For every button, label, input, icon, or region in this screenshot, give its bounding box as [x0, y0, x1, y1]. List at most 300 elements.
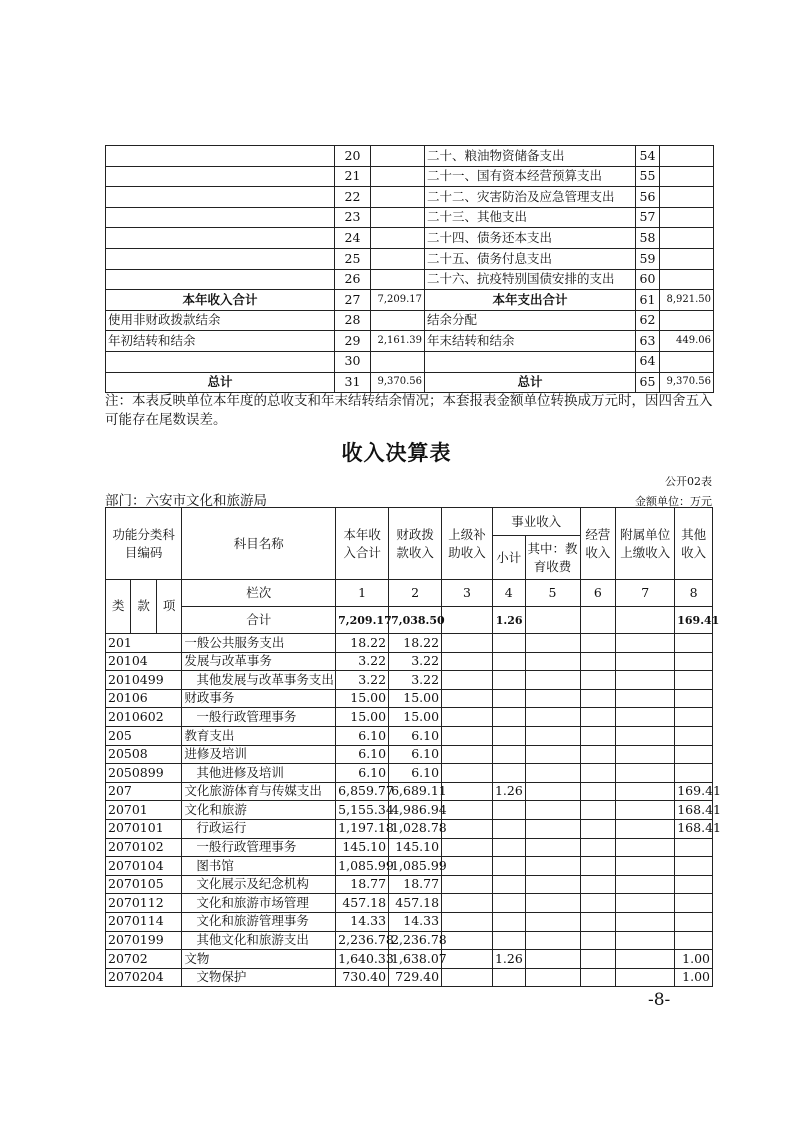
other-cell	[675, 671, 713, 690]
superior-cell	[442, 968, 493, 987]
income-line-number: 20	[335, 146, 371, 167]
subject-name: 一般公共服务支出	[182, 634, 336, 653]
fiscal-cell: 6.10	[389, 726, 442, 745]
total-income-cell: 6.10	[336, 726, 389, 745]
education-cell	[525, 652, 580, 671]
education-cell	[525, 764, 580, 783]
total-income-cell: 14.33	[336, 912, 389, 931]
income-line-number: 29	[335, 331, 371, 352]
total-income-cell: 1,640.33	[336, 950, 389, 969]
income-amount	[371, 187, 425, 208]
summary-row	[106, 207, 714, 228]
education-cell	[525, 894, 580, 913]
superior-cell	[442, 764, 493, 783]
amount-unit: 金额单位：万元	[635, 495, 712, 508]
total-income-cell: 15.00	[336, 689, 389, 708]
affiliated-cell	[616, 801, 675, 820]
subject-name: 文化和旅游市场管理	[182, 894, 336, 913]
subject-name: 一般行政管理事务	[182, 708, 336, 727]
income-line-number: 27	[335, 290, 371, 311]
income-amount: 7,209.17	[371, 290, 425, 311]
subject-code: 20104	[106, 652, 182, 671]
expense-amount	[660, 248, 714, 269]
subtotal-cell	[492, 726, 525, 745]
subject-name: 文化旅游体育与传媒支出	[182, 782, 336, 801]
fiscal-cell: 6.10	[389, 764, 442, 783]
subtotal-cell	[492, 875, 525, 894]
superior-cell	[442, 875, 493, 894]
expense-item-label: 二十二、灾害防治及应急管理支出	[425, 187, 636, 208]
table-row	[106, 838, 713, 857]
subject-code: 2070199	[106, 931, 182, 950]
subject-code: 2070114	[106, 912, 182, 931]
income-line-number: 23	[335, 207, 371, 228]
operating-cell	[580, 894, 616, 913]
expense-item-label: 总计	[425, 372, 636, 393]
subject-name: 文化和旅游	[182, 801, 336, 820]
affiliated-cell	[616, 782, 675, 801]
expense-item-label	[425, 351, 636, 372]
education-cell	[525, 671, 580, 690]
superior-cell	[442, 894, 493, 913]
superior-cell	[442, 652, 493, 671]
subject-name: 文物	[182, 950, 336, 969]
affiliated-cell	[616, 819, 675, 838]
superior-cell	[442, 634, 493, 653]
operating-cell	[580, 634, 616, 653]
subject-code: 20701	[106, 801, 182, 820]
education-cell	[525, 875, 580, 894]
fiscal-cell: 4,986.94	[389, 801, 442, 820]
affiliated-cell	[616, 689, 675, 708]
superior-cell	[442, 912, 493, 931]
total-row	[106, 607, 713, 634]
total-income-cell: 2,236.78	[336, 931, 389, 950]
table-row	[106, 782, 713, 801]
operating-cell	[580, 745, 616, 764]
operating-cell	[580, 671, 616, 690]
table-note: 注：本表反映单位本年度的总收支和年末结转结余情况；本套报表金额单位转换成万元时，因四舍五入可能存在尾数误差。	[105, 393, 713, 428]
header-fiscal: 财政拨款收入	[389, 508, 442, 580]
subject-name: 文化和旅游管理事务	[182, 912, 336, 931]
column-index: 2	[389, 580, 442, 607]
total-income-cell: 730.40	[336, 968, 389, 987]
education-cell	[525, 708, 580, 727]
header-func-code: 功能分类科目编码	[106, 508, 182, 580]
other-cell: 1.00	[675, 968, 713, 987]
fiscal-cell: 6,689.11	[389, 782, 442, 801]
expense-line-number: 63	[636, 331, 660, 352]
table-row	[106, 671, 713, 690]
operating-cell	[580, 764, 616, 783]
expense-line-number: 65	[636, 372, 660, 393]
total-income-cell: 6,859.77	[336, 782, 389, 801]
income-line-number: 21	[335, 166, 371, 187]
table-row	[106, 875, 713, 894]
column-index: 8	[675, 580, 713, 607]
superior-cell	[442, 782, 493, 801]
operating-cell	[580, 652, 616, 671]
form-code: 公开02表	[665, 475, 712, 488]
expense-amount	[660, 207, 714, 228]
subtotal-cell: 1.26	[492, 782, 525, 801]
superior-cell	[442, 708, 493, 727]
education-cell	[525, 745, 580, 764]
other-cell	[675, 764, 713, 783]
income-item-label	[106, 187, 335, 208]
total-superior-cell	[442, 607, 493, 634]
header-subject-name: 科目名称	[182, 508, 336, 580]
expense-line-number: 64	[636, 351, 660, 372]
expense-line-number: 60	[636, 269, 660, 290]
expense-item-label: 二十、粮油物资储备支出	[425, 146, 636, 167]
header-kuan: 款	[131, 580, 156, 634]
summary-row	[106, 331, 714, 352]
fiscal-cell: 1,638.07	[389, 950, 442, 969]
subject-name: 行政运行	[182, 819, 336, 838]
column-index: 6	[580, 580, 616, 607]
operating-cell	[580, 689, 616, 708]
subject-code: 20106	[106, 689, 182, 708]
expense-line-number: 54	[636, 146, 660, 167]
header-operating: 经营收入	[580, 508, 616, 580]
expense-amount: 449.06	[660, 331, 714, 352]
other-cell	[675, 726, 713, 745]
subject-name: 文化展示及纪念机构	[182, 875, 336, 894]
expense-line-number: 58	[636, 228, 660, 249]
expense-amount: 8,921.50	[660, 290, 714, 311]
education-cell	[525, 968, 580, 987]
table-row	[106, 950, 713, 969]
column-index: 7	[616, 580, 675, 607]
income-item-label: 本年收入合计	[106, 290, 335, 311]
other-cell	[675, 708, 713, 727]
superior-cell	[442, 689, 493, 708]
income-item-label	[106, 146, 335, 167]
other-cell	[675, 838, 713, 857]
education-cell	[525, 634, 580, 653]
subtotal-cell	[492, 671, 525, 690]
subtotal-cell	[492, 894, 525, 913]
expense-item-label: 二十六、抗疫特别国债安排的支出	[425, 269, 636, 290]
superior-cell	[442, 857, 493, 876]
fiscal-cell: 729.40	[389, 968, 442, 987]
expense-line-number: 62	[636, 310, 660, 331]
subject-code: 2010499	[106, 671, 182, 690]
summary-row	[106, 372, 714, 393]
subject-code: 2050899	[106, 764, 182, 783]
income-line-number: 26	[335, 269, 371, 290]
total-income-cell: 145.10	[336, 838, 389, 857]
table-row	[106, 819, 713, 838]
expense-amount	[660, 269, 714, 290]
income-amount	[371, 207, 425, 228]
education-cell	[525, 950, 580, 969]
column-index: 5	[525, 580, 580, 607]
subject-code: 2010602	[106, 708, 182, 727]
header-business: 事业收入	[492, 508, 580, 536]
subject-name: 教育支出	[182, 726, 336, 745]
table-row	[106, 894, 713, 913]
superior-cell	[442, 671, 493, 690]
fiscal-cell: 15.00	[389, 689, 442, 708]
affiliated-cell	[616, 838, 675, 857]
table-row	[106, 726, 713, 745]
income-table-body	[106, 508, 721, 987]
income-line-number: 31	[335, 372, 371, 393]
fiscal-cell: 18.22	[389, 634, 442, 653]
header-affiliated: 附属单位上缴收入	[616, 508, 675, 580]
expense-amount: 9,370.56	[660, 372, 714, 393]
superior-cell	[442, 801, 493, 820]
expense-item-label: 本年支出合计	[425, 290, 636, 311]
table-row	[106, 634, 713, 653]
affiliated-cell	[616, 745, 675, 764]
affiliated-cell	[616, 931, 675, 950]
affiliated-cell	[616, 875, 675, 894]
income-amount	[371, 166, 425, 187]
summary-table	[105, 145, 714, 393]
total-income-cell: 1,197.18	[336, 819, 389, 838]
fiscal-cell: 145.10	[389, 838, 442, 857]
header-xiang: 项	[156, 580, 181, 634]
affiliated-cell	[616, 968, 675, 987]
subject-code: 205	[106, 726, 182, 745]
other-cell	[675, 894, 713, 913]
other-cell: 169.41	[675, 782, 713, 801]
subtotal-cell	[492, 745, 525, 764]
income-item-label	[106, 166, 335, 187]
total-subtotal-cell: 1.26	[492, 607, 525, 634]
income-amount	[371, 351, 425, 372]
education-cell	[525, 912, 580, 931]
income-item-label: 年初结转和结余	[106, 331, 335, 352]
fiscal-cell: 1,028.78	[389, 819, 442, 838]
subtotal-cell	[492, 968, 525, 987]
income-amount: 2,161.39	[371, 331, 425, 352]
operating-cell	[580, 931, 616, 950]
expense-line-number: 57	[636, 207, 660, 228]
summary-row	[106, 351, 714, 372]
income-item-label	[106, 207, 335, 228]
subtotal-cell	[492, 708, 525, 727]
affiliated-cell	[616, 708, 675, 727]
operating-cell	[580, 708, 616, 727]
subject-name: 进修及培训	[182, 745, 336, 764]
table-row	[106, 968, 713, 987]
total-operating-cell	[580, 607, 616, 634]
income-line-number: 24	[335, 228, 371, 249]
table-row	[106, 764, 713, 783]
expense-amount	[660, 351, 714, 372]
subject-name: 一般行政管理事务	[182, 838, 336, 857]
operating-cell	[580, 857, 616, 876]
operating-cell	[580, 968, 616, 987]
education-cell	[525, 782, 580, 801]
subject-code: 20702	[106, 950, 182, 969]
superior-cell	[442, 950, 493, 969]
operating-cell	[580, 782, 616, 801]
column-index: 4	[492, 580, 525, 607]
subject-name: 其他发展与改革事务支出	[182, 671, 336, 690]
subject-code: 2070102	[106, 838, 182, 857]
subtotal-cell	[492, 931, 525, 950]
total-fiscal-cell: 7,038.50	[389, 607, 442, 634]
column-index: 3	[442, 580, 493, 607]
expense-amount	[660, 310, 714, 331]
affiliated-cell	[616, 764, 675, 783]
expense-item-label: 二十三、其他支出	[425, 207, 636, 228]
education-cell	[525, 931, 580, 950]
expense-item-label: 结余分配	[425, 310, 636, 331]
summary-table-body	[106, 146, 714, 393]
header-row-1	[106, 508, 713, 536]
total-income-cell: 3.22	[336, 652, 389, 671]
column-index-row	[106, 580, 713, 607]
income-item-label	[106, 248, 335, 269]
column-index-label: 栏次	[182, 580, 336, 607]
affiliated-cell	[616, 857, 675, 876]
table-row	[106, 801, 713, 820]
total-income-cell: 15.00	[336, 708, 389, 727]
subtotal-cell	[492, 857, 525, 876]
affiliated-cell	[616, 671, 675, 690]
subject-code: 207	[106, 782, 182, 801]
operating-cell	[580, 912, 616, 931]
income-item-label	[106, 351, 335, 372]
total-income-cell: 18.77	[336, 875, 389, 894]
total-affiliated-cell	[616, 607, 675, 634]
subtotal-cell	[492, 764, 525, 783]
subject-name: 其他文化和旅游支出	[182, 931, 336, 950]
income-line-number: 30	[335, 351, 371, 372]
fiscal-cell: 3.22	[389, 652, 442, 671]
fiscal-cell: 18.77	[389, 875, 442, 894]
summary-row	[106, 248, 714, 269]
expense-item-label: 年末结转和结余	[425, 331, 636, 352]
subject-code: 2070112	[106, 894, 182, 913]
table-row	[106, 931, 713, 950]
education-cell	[525, 838, 580, 857]
fiscal-cell: 3.22	[389, 671, 442, 690]
affiliated-cell	[616, 950, 675, 969]
other-cell	[675, 652, 713, 671]
operating-cell	[580, 726, 616, 745]
operating-cell	[580, 819, 616, 838]
subtotal-cell	[492, 819, 525, 838]
subtotal-cell	[492, 689, 525, 708]
other-cell	[675, 931, 713, 950]
other-cell: 1.00	[675, 950, 713, 969]
expense-line-number: 59	[636, 248, 660, 269]
total-income-cell: 1,085.99	[336, 857, 389, 876]
other-cell	[675, 875, 713, 894]
header-subtotal: 小计	[492, 536, 525, 580]
expense-item-label: 二十一、国有资本经营预算支出	[425, 166, 636, 187]
expense-item-label: 二十五、债务付息支出	[425, 248, 636, 269]
total-education-cell	[525, 607, 580, 634]
expense-item-label: 二十四、债务还本支出	[425, 228, 636, 249]
other-cell: 168.41	[675, 801, 713, 820]
education-cell	[525, 819, 580, 838]
header-superior: 上级补助收入	[442, 508, 493, 580]
subject-code: 20508	[106, 745, 182, 764]
summary-row	[106, 187, 714, 208]
education-cell	[525, 689, 580, 708]
other-cell	[675, 745, 713, 764]
superior-cell	[442, 838, 493, 857]
summary-row	[106, 228, 714, 249]
page-number: -8-	[648, 990, 671, 1010]
total-income-cell: 5,155.34	[336, 801, 389, 820]
expense-line-number: 56	[636, 187, 660, 208]
subject-name: 其他进修及培训	[182, 764, 336, 783]
expense-amount	[660, 228, 714, 249]
income-amount: 9,370.56	[371, 372, 425, 393]
affiliated-cell	[616, 894, 675, 913]
income-amount	[371, 269, 425, 290]
page-title: 收入决算表	[341, 441, 452, 465]
income-item-label	[106, 228, 335, 249]
superior-cell	[442, 726, 493, 745]
subject-code: 2070204	[106, 968, 182, 987]
operating-cell	[580, 875, 616, 894]
income-amount	[371, 146, 425, 167]
superior-cell	[442, 745, 493, 764]
total-income-cell: 457.18	[336, 894, 389, 913]
expense-amount	[660, 166, 714, 187]
subject-name: 财政事务	[182, 689, 336, 708]
summary-row	[106, 310, 714, 331]
total-income-cell: 3.22	[336, 671, 389, 690]
subject-name: 图书馆	[182, 857, 336, 876]
subtotal-cell	[492, 838, 525, 857]
income-amount	[371, 228, 425, 249]
operating-cell	[580, 950, 616, 969]
income-line-number: 22	[335, 187, 371, 208]
affiliated-cell	[616, 726, 675, 745]
income-item-label	[106, 269, 335, 290]
other-cell	[675, 857, 713, 876]
fiscal-cell: 457.18	[389, 894, 442, 913]
summary-row	[106, 269, 714, 290]
income-amount	[371, 248, 425, 269]
fiscal-cell: 6.10	[389, 745, 442, 764]
other-cell	[675, 689, 713, 708]
table-row	[106, 745, 713, 764]
income-item-label: 使用非财政拨款结余	[106, 310, 335, 331]
subject-name: 发展与改革事务	[182, 652, 336, 671]
fiscal-cell: 1,085.99	[389, 857, 442, 876]
summary-row	[106, 166, 714, 187]
expense-line-number: 55	[636, 166, 660, 187]
header-lei: 类	[106, 580, 131, 634]
department-label: 部门：六安市文化和旅游局	[105, 493, 267, 509]
education-cell	[525, 857, 580, 876]
superior-cell	[442, 819, 493, 838]
fiscal-cell: 14.33	[389, 912, 442, 931]
superior-cell	[442, 931, 493, 950]
subject-name: 文物保护	[182, 968, 336, 987]
table-row	[106, 689, 713, 708]
subject-code: 2070101	[106, 819, 182, 838]
fiscal-cell: 15.00	[389, 708, 442, 727]
total-other-cell: 169.41	[675, 607, 713, 634]
fiscal-cell: 2,236.78	[389, 931, 442, 950]
subtotal-cell	[492, 652, 525, 671]
subject-code: 201	[106, 634, 182, 653]
total-income-cell: 6.10	[336, 764, 389, 783]
